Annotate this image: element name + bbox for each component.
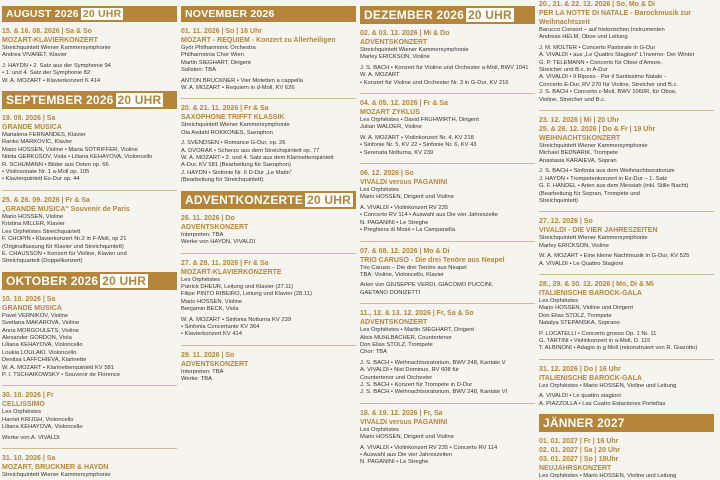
event-detail-line: Michael BEDNARIK, Trompete xyxy=(539,150,618,157)
event-detail-line: GAETANO DONIZETTI xyxy=(360,289,421,296)
event-detail-line: Interpreten: TBA xyxy=(181,231,224,238)
event-date: 02. 01. 2027 | Sa | 20 Uhr xyxy=(539,447,620,454)
event-divider xyxy=(539,110,714,111)
event-detail-line: Barucco Consort – auf historischen Instrumenten xyxy=(539,27,665,33)
event-detail-line: • Sinfonie Nr. 5, KV 22 • Sinfonie Nr. 6, KV 43 xyxy=(360,142,477,149)
month-time: 20 UHR xyxy=(82,8,122,20)
event-date: 10. 10. 2026 | Sa xyxy=(2,295,56,303)
event-detail-line: Philharmonia Chor Wien xyxy=(181,52,244,59)
concert-event xyxy=(2,391,177,442)
event-detail-line: A. VIVALDI • Nisi Dominus, RV 608 für xyxy=(360,367,460,374)
event-date: 31. 10. 2026 | Sa xyxy=(2,455,56,462)
concert-event xyxy=(539,280,714,353)
event-title: ADVENTSKONZERT xyxy=(181,360,249,368)
event-divider xyxy=(2,385,177,386)
event-title: ITALIENISCHE BAROCK-GALA xyxy=(539,374,642,382)
month-title: AUGUST 2026 xyxy=(6,8,79,20)
event-detail-line: (Bearbeitung für Sopran, Trompete und xyxy=(539,190,640,197)
concert-event xyxy=(539,365,714,408)
event-detail-line: Werke: TBA xyxy=(181,376,213,383)
event-detail-line: Les Orphéistes xyxy=(360,426,399,433)
event-detail-line: Interpreten: TBA xyxy=(181,368,224,375)
month-header xyxy=(181,191,356,209)
event-detail-line: G. P. TELEMANN • Concerto für Oboe d'Amore, xyxy=(539,59,663,66)
event-divider xyxy=(360,303,535,304)
event-divider xyxy=(360,93,535,94)
concert-event xyxy=(539,0,714,104)
event-divider xyxy=(2,448,177,449)
event-detail-line: TBA: Violine, Violoncello, Klavier xyxy=(360,271,444,278)
event-detail-line: Mario HOSSEN, Violine xyxy=(181,298,243,305)
event-title: TRIO CARUSO - Die drei Tenöre aus Neapel xyxy=(360,256,505,264)
event-detail-line: Les Orphéistes Streichquartett xyxy=(2,228,81,235)
event-detail-line: • 1. und 4. Satz der Symphonie 82 xyxy=(2,70,91,77)
month-title: JÄNNER 2027 xyxy=(543,416,625,430)
event-date: 20. & 21. 11. 2026 | Fr & Sa xyxy=(181,105,269,113)
event-date: 27. 12. 2026 | So xyxy=(539,218,593,226)
event-title: MOZART-KLAVIERKONZERT xyxy=(2,37,98,44)
event-date: 02. & 03. 12. 2026 | Mi & Do xyxy=(360,30,450,37)
event-detail-line: Filipe PINTO RIBEIRO, Leitung und Klavier (28.11) xyxy=(181,291,312,298)
event-title: MOZART, BRUCKNER & HAYDN xyxy=(2,464,109,471)
event-detail-line: N. PAGANINI • Le Streghe xyxy=(360,459,429,466)
event-detail-line: T. ALBINONI • Adagio in g Moll (rekonstruiert von R. Giazotto) xyxy=(539,345,698,352)
event-title: WEIHNACHTSKONZERT xyxy=(539,135,621,143)
month-time: 20 UHR xyxy=(467,8,512,22)
event-detail-line: J. M. MOLTER • Concerto Pastorale in G-Dur xyxy=(539,44,656,51)
event-detail-line: Denitsa LAFFCHIEVA, Klarinette xyxy=(2,357,87,364)
event-divider xyxy=(360,241,535,242)
program-column xyxy=(539,0,714,480)
event-detail-line: A. VIVALDI • Le quattro stagioni xyxy=(539,393,621,400)
event-detail-line: P. I. TSCHAIKOWSKY • Souvenir de Florence xyxy=(2,371,121,378)
event-date: 06. 12. 2026 | So xyxy=(360,170,414,178)
event-detail-line: Mario HOSSEN, Violine • Maria SOTRIFFER, Violine xyxy=(2,146,138,153)
event-date: 11., 12. & 13. 12. 2026 | Fr, Sa & So xyxy=(360,310,474,318)
event-title: GRANDE MUSICA xyxy=(2,124,62,132)
concert-event xyxy=(539,437,714,480)
event-title: SAXOPHONE TRIFFT KLASSIK xyxy=(181,114,285,122)
event-detail-line: Les Orphéistes xyxy=(360,187,399,194)
event-detail-line: A. VIVALDI • Violinkonzert RV 235 xyxy=(360,204,449,211)
event-detail-line: F. CHOPIN • Klavierkonzert Nr.2 in F-Moll, op 21 xyxy=(2,236,127,243)
event-detail-line: Streicher und B.c. in A-Dur xyxy=(539,67,608,74)
event-detail-line: • Sinfonia Concertante KV 364 xyxy=(181,323,260,330)
event-detail-line: W. A. MOZART • Violinkonzert Nr. 4, KV 218 xyxy=(360,134,474,141)
event-detail-line: Györ Philharmonic Orchestra xyxy=(181,45,256,51)
event-date: 15. & 16. 08. 2026 | Sa & So xyxy=(2,28,92,35)
event-detail-line: Streichquintett Wiener Kammersymphonie xyxy=(2,45,111,51)
event-detail-line: Marley ERICKSON, Violine xyxy=(539,242,609,249)
month-time: 20 UHR xyxy=(117,93,162,108)
concert-event xyxy=(181,104,356,184)
event-detail-line: J. HAYDN • Sinfonie Nr. 6 D-Dur „Le Matin" xyxy=(181,169,292,176)
program-column xyxy=(181,0,356,480)
event-title: CELLISSIMO xyxy=(2,401,45,409)
event-title: VIVALDI versus PAGANINI xyxy=(360,179,448,187)
concert-event xyxy=(360,247,535,298)
event-title: NEUJAHRSKONZERT xyxy=(539,465,612,472)
event-detail-line: A. VIVALDI • Le Quattro Stagioni xyxy=(539,260,624,267)
event-detail-line: Liliana KEHAYOVA, Violoncello xyxy=(2,342,83,349)
event-date: 28., 29. & 30. 12. 2026 | Mo, Di & Mi xyxy=(539,280,654,288)
event-detail-line: A. VIVALDI • Il Riposo - Per il Santissimo Natale - xyxy=(539,74,666,81)
event-detail-line: Nikita GERKUSOV, Viola • Liliana KEHAYOVA, Violoncello xyxy=(2,154,153,161)
event-detail-line: A. VIVALDI • aus „Le Quattro Stagioni" L'Inverno- Der Winter xyxy=(539,52,695,59)
event-detail-line: Martin SIEGHART, Dirigent xyxy=(181,59,251,66)
event-detail-line: J. SVENDSEN • Romance G-Dur, op. 26 xyxy=(181,140,286,147)
event-detail-line: Anna MORGOULETS, Violine xyxy=(2,327,79,334)
event-detail-line: Benjamin BECK, Viola xyxy=(181,306,239,313)
event-detail-line: A. DVOŘÁK • Scherzo aus dem Streichquintett op. 77 xyxy=(181,147,320,154)
event-detail-line: Streichquintett Wiener Kammersymphonie xyxy=(360,47,469,53)
month-header xyxy=(2,272,177,290)
event-detail-line: Les Orphéistes xyxy=(539,297,578,304)
event-detail-line: G. F. HÄNDEL • Arien aus dem Messiah (inkl. Stille Nacht) xyxy=(539,183,689,190)
event-title: ADVENTSKONZERT xyxy=(360,319,428,327)
event-title: MOZART - REQUIEM - Konzert zu Allerheiligen xyxy=(181,37,336,44)
event-detail-line: Les Orphéistes xyxy=(181,276,220,283)
concert-event xyxy=(360,409,535,467)
event-detail-line: • Serenata Notturna, KV 239 xyxy=(360,149,434,156)
concert-event xyxy=(2,27,177,85)
event-date: 01. 11. 2026 | So | 16 Uhr xyxy=(181,28,262,35)
concert-event xyxy=(360,29,535,87)
event-date: 23. 12. 2026 | Mi | 20 Uhr xyxy=(539,117,620,125)
event-detail-line: Natalya STEPANSKA, Soprano xyxy=(539,320,620,327)
event-date: 29. 11. 2026 | So xyxy=(181,351,235,359)
event-divider xyxy=(360,163,535,164)
event-detail-line: Don Elias STOLZ, Trompete xyxy=(539,312,612,319)
event-title: ADVENTSKONZERT xyxy=(181,223,249,231)
event-date: 31. 12. 2026 | Do | 16 Uhr xyxy=(539,365,621,373)
event-divider xyxy=(181,253,356,254)
event-detail-line: J. S. BACH • Weihnachtsoratorium, BWV 248, Kantate V xyxy=(360,359,506,366)
event-detail-line: • Concerto RV 114 • Auswahl aus Die vier Jahreszeite xyxy=(360,212,498,219)
concert-event xyxy=(360,309,535,397)
event-title: PER LA NOTTE DI NATALE - Barockmusik zur Weihnachtszeit xyxy=(539,10,691,26)
event-detail-line: Violine, Streicher und B.c. xyxy=(539,96,606,103)
month-title: OKTOBER 2026 xyxy=(6,273,99,288)
month-time: 20 UHR xyxy=(307,192,352,207)
month-header xyxy=(2,6,177,22)
event-date: 01. 01. 2027 | Fr | 16 Uhr xyxy=(539,438,619,445)
event-detail-line: A. PIAZZOLLA • Las Cuatro Estaciones Porteñas xyxy=(539,400,666,407)
event-detail-line: Harriet KRIJGH, Violoncello xyxy=(2,416,74,423)
program-column xyxy=(360,0,535,480)
event-detail-line: Marley ERICKSON, Violine xyxy=(360,54,430,61)
event-detail-line: G. TARTINI • Violinkonzert in a-Moll, D. 115 xyxy=(539,337,651,344)
event-title: „GRANDE MUSICA" Souvenir de Paris xyxy=(2,205,130,213)
concert-event xyxy=(181,351,356,384)
event-detail-line: Svetlana MAKAROVA, Violine xyxy=(2,320,80,327)
month-header xyxy=(360,6,535,24)
event-detail-line: Werke von A. VIVALDI xyxy=(2,434,60,441)
concert-event xyxy=(181,214,356,247)
event-detail-line: Streichquintett Wiener Kammersymphonie xyxy=(539,143,648,150)
event-detail-line: W. A. MOZART • Sinfonia Notturna KV 239 xyxy=(181,316,292,323)
event-detail-line: Marialena FERNANDES, Klavier xyxy=(2,132,86,139)
event-detail-line: Chor: TBA xyxy=(360,349,387,356)
month-title: DEZEMBER 2026 xyxy=(364,8,464,22)
concert-event xyxy=(181,27,356,92)
event-detail-line: • Auswahl aus Die vier Jahreszeiten xyxy=(360,452,452,458)
event-divider xyxy=(539,359,714,360)
concert-event xyxy=(2,295,177,380)
month-header xyxy=(181,6,356,22)
event-divider xyxy=(181,345,356,346)
event-detail-line: J. S. BACH • Weihnachtsoratorium, BWV 248, Kantate VI xyxy=(360,389,508,396)
event-detail-line: Loukia LOULAKI, Violoncello xyxy=(2,349,77,356)
concert-event xyxy=(181,259,356,339)
event-detail-line: Solisten: TBA xyxy=(181,67,217,74)
event-detail-line: Les Orphéistes • Martin SIEGHART, Dirigent xyxy=(360,327,475,334)
event-detail-line: Anastasia KARAIEVA, Sopran xyxy=(539,157,617,164)
event-detail-line: Mario HOSSEN, Dirigent und Violine xyxy=(360,194,454,201)
event-detail-line: J. HAYDN • 2. Satz aus der Symphonie 94 xyxy=(2,62,111,69)
event-detail-line: J. S. BACH • Konzert für Violine und Orchester a-Moll, BWV 1041 xyxy=(360,64,529,71)
event-detail-line: Alexander GORDON, Viola xyxy=(2,334,72,341)
event-detail-line: P. LOCATELLI • Concerto grosso Op. 1 Nr. 11 xyxy=(539,330,657,337)
month-title: SEPTEMBER 2026 xyxy=(6,93,114,108)
event-detail-line: Les Orphéistes • Mario HOSSEN, Violine und Leitung xyxy=(539,382,677,389)
event-detail-line: E. CHAUSSON • Konzert für Violine, Klavier und xyxy=(2,250,127,257)
event-detail-line: Les Orphéistes xyxy=(2,409,41,416)
event-detail-line: Andreas HELM, Oboe und Leitung xyxy=(539,34,628,41)
event-detail-line: Arien von GIUSEPPE VERDI, GIACOMO PUCCINI, xyxy=(360,282,494,289)
event-date: 19. 09. 2026 | Sa xyxy=(2,115,56,123)
event-title: MOZART ZYKLUS xyxy=(360,109,420,117)
event-date: 25. & 26. 09. 2026 | Fr & Sa xyxy=(2,196,90,204)
event-detail-line: • Klavierkonzert KV 414 xyxy=(181,331,242,338)
event-detail-line: J. S. BACH • Sinfonia aus dem Weihnachtsoratorium xyxy=(539,168,675,175)
event-divider xyxy=(539,211,714,212)
event-date: 25. & 26. 12. 2026 | Do & Fr | 19 Uhr xyxy=(539,126,656,134)
event-detail-line: Trio Caruso – Die drei Tenöre aus Neapel xyxy=(360,264,467,271)
event-date: 27. & 28. 11. 2026 | Fr & Sa xyxy=(181,259,269,267)
event-date: 18. & 19. 12. 2026 | Fr, Sa xyxy=(360,409,443,417)
event-divider xyxy=(539,274,714,275)
event-date: 20., 21. & 22. 12. 2026 | So, Mo & Di xyxy=(539,1,655,8)
event-detail-line: Streichquintett Wiener Kammersymphonie xyxy=(2,472,111,478)
month-title: ADVENTKONZERTE xyxy=(185,192,304,207)
event-detail-line: Streichquintett) xyxy=(539,197,578,204)
event-detail-line: • Klavierquintett Es-Dur op. 44 xyxy=(2,176,80,183)
event-detail-line: Streichquintett Wiener Kammersymphonie xyxy=(181,122,290,129)
event-detail-line: • Preghiera di Mosè • La Campanella xyxy=(360,227,455,234)
event-detail-line: Don Elias STOLZ, Trompete xyxy=(360,341,433,348)
month-title: NOVEMBER 2026 xyxy=(185,8,275,20)
event-title: GRANDE MUSICA xyxy=(2,304,62,312)
event-date: 26. 11. 2026 | Do xyxy=(181,214,235,222)
event-detail-line: • Konzert für Violine und Orchester Nr. 3 in G-Dur, KV 216 xyxy=(360,79,509,86)
event-detail-line: W. A. MOZART xyxy=(360,72,400,79)
event-detail-line: Andrea VIVANET, Klavier xyxy=(2,52,67,59)
event-detail-line: W. A. MOZART • Klavierkonzert K 414 xyxy=(2,77,101,84)
event-detail-line: Alois MÜHLBACHER, Countertenor xyxy=(360,334,452,341)
concert-event xyxy=(2,114,177,184)
event-title: ITALIENISCHE BAROCK-GALA xyxy=(539,289,642,297)
event-detail-line: W. A. MOZART • Eine kleine Nachtmusik in G-Dur, KV 525 xyxy=(539,253,690,260)
event-detail-line: Les Orphéistes • Mario HOSSEN, Violine und Leitung xyxy=(539,473,677,479)
event-detail-line: Mario HOSSEN, Violine und Dirigent xyxy=(539,305,633,312)
concert-event xyxy=(360,99,535,157)
month-header xyxy=(539,414,714,432)
event-detail-line: Ranko MARKOVIC, Klavier xyxy=(2,139,73,146)
month-header xyxy=(2,91,177,109)
event-date: 07. & 08. 12. 2026 | Mo & Di xyxy=(360,247,450,255)
concert-event xyxy=(539,116,714,205)
event-detail-line: Concerto E-Dur, RV 270 für Violine, Streicher und B.c. xyxy=(539,81,678,88)
event-divider xyxy=(360,403,535,404)
event-detail-line: ANTON BRUCKNER • Vier Motetten a cappella xyxy=(181,77,303,84)
event-detail-line: Kristina MILLER, Klavier xyxy=(2,221,65,228)
event-detail-line: Patrick DHEUR, Leitung und Klavier (27.11) xyxy=(181,283,294,290)
event-detail-line: W. A. MOZART • 2. und 4. Satz aus dem Klarinettenquintett xyxy=(181,155,334,162)
event-detail-line: Werke von HAYDN, VIVALDI xyxy=(181,239,256,246)
event-detail-line: J. HAYDN • Trompetenkonzert in Es-Dur – 1. Satz xyxy=(539,175,668,182)
event-detail-line: Liliana KEHAYOVA, Violoncello xyxy=(2,424,83,431)
event-detail-line: R. SCHUMANN • Bilder aus Osten op. 66 xyxy=(2,161,109,168)
event-date: 30. 10. 2026 | Fr xyxy=(2,392,54,400)
event-detail-line: Countertenor und Orchester xyxy=(360,374,433,381)
event-title: VIVALDI versus PAGANINI xyxy=(360,418,448,426)
event-detail-line: J. S. BACH • Concerto c-Moll, BWV 1060R, für Oboe, xyxy=(539,89,677,96)
month-time: 20 UHR xyxy=(102,273,147,288)
event-title: MOZART-KLAVIERKONZERTE xyxy=(181,268,282,276)
event-detail-line: Julian WALDER, Violine xyxy=(360,124,422,131)
event-date: 03. 01. 2027 | So | 18Uhr xyxy=(539,456,619,463)
event-detail-line: (Originalfassung für Klavier und Streichquintett) xyxy=(2,243,124,250)
event-detail-line: (Bearbeitung für Streichquintett) xyxy=(181,177,264,184)
event-date: 04. & 05. 12. 2026 | Fr & Sa xyxy=(360,100,448,108)
event-detail-line: A-Dur, KV 581 (Bearbeitung für Saxophon) xyxy=(181,162,291,169)
event-detail-line: Streichquartett (Doppelkonzert) xyxy=(2,258,83,265)
event-detail-line: N. PAGANINI • Le Streghe xyxy=(360,219,429,226)
event-detail-line: W. A. MOZART • Requiem in d-Moll, KV 626 xyxy=(181,85,295,92)
event-detail-line: Pavel VERNIKOV, Violine xyxy=(2,312,69,319)
event-detail-line: Mario HOSSEN, Dirigent und Violine xyxy=(360,434,454,441)
event-title: VIVALDI - DIE VIER JAHRESZEITEN xyxy=(539,227,658,235)
concert-event xyxy=(2,196,177,266)
event-divider xyxy=(181,98,356,99)
event-detail-line: Mario HOSSEN, Violine xyxy=(2,213,64,220)
event-title: ADVENTSKONZERT xyxy=(360,39,428,46)
event-detail-line: Streichquintett Wiener Kammersymphonie xyxy=(539,235,648,242)
event-divider xyxy=(2,190,177,191)
concert-event xyxy=(539,217,714,268)
event-detail-line: J. S. BACH • Konzert für Trompete in D-Dur xyxy=(360,381,473,388)
event-detail-line: Ola Asdahl ROKKONES, Saxophon xyxy=(181,129,273,136)
event-detail-line: W. A. MOZART • Klarinettenquintett KV 581 xyxy=(2,364,115,371)
event-detail-line: Les Orphéistes • David FRÜHWIRTH, Dirigent xyxy=(360,117,479,124)
concert-event xyxy=(360,169,535,234)
program-column xyxy=(2,0,177,480)
concert-event xyxy=(2,454,177,479)
event-detail-line: • Violinsonate Nr. 1 a-Moll op. 105 xyxy=(2,169,90,176)
event-detail-line: A. VIVALDI • Violinkonzert RV 235 • Concerto RV 114 xyxy=(360,444,498,451)
